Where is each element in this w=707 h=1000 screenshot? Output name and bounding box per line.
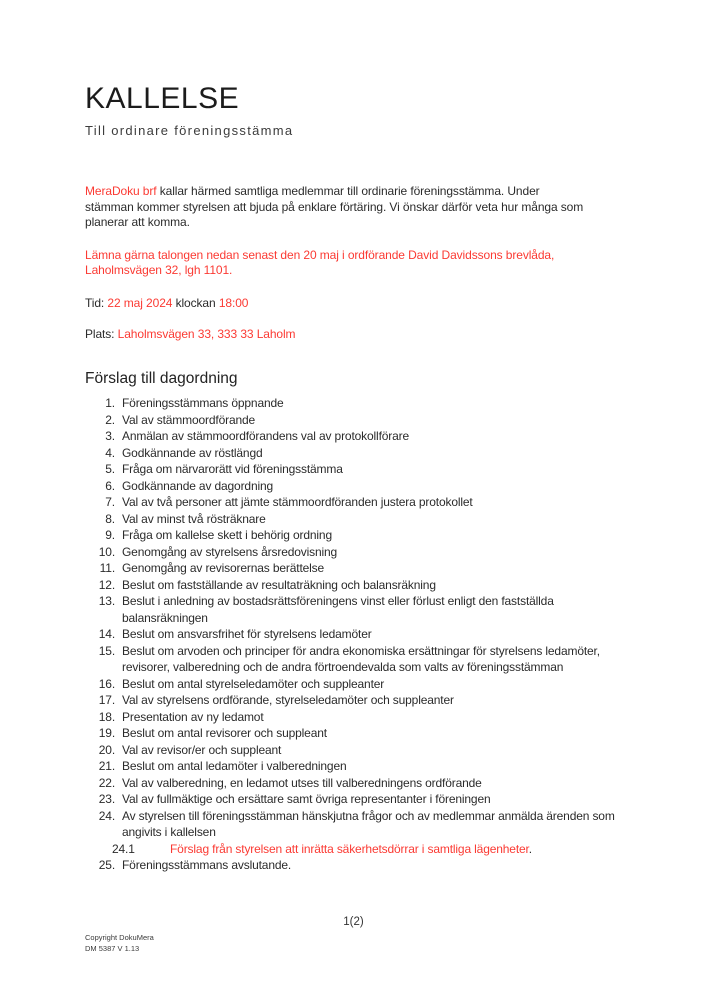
agenda-item [85, 643, 630, 676]
agenda-item [85, 395, 630, 412]
text-segment: Presentation av ny ledamot [122, 709, 264, 724]
agenda-item [85, 428, 630, 445]
place-line [85, 327, 633, 343]
agenda-item-text [122, 692, 630, 709]
agenda-item-number: 11. [99, 561, 115, 576]
agenda-item [85, 478, 630, 495]
text-segment: Anmälan av stämmoordförandens val av protokollförare [122, 429, 410, 444]
agenda-item-text [122, 725, 630, 742]
agenda-item-text [170, 841, 630, 858]
agenda-item-text [122, 709, 630, 726]
agenda-item-text [122, 577, 630, 594]
agenda-item-text [122, 428, 630, 445]
agenda-item-number: 9. [105, 528, 115, 543]
text-segment: Föreningsstämmans öppnande [122, 396, 284, 411]
agenda-item [85, 692, 630, 709]
text-segment: Av styrelsen till föreningsstämman hänskjutna frågor och av medlemmar anmälda ärenden som angivits i kallelsen [122, 808, 615, 840]
text-segment: klockan [172, 295, 219, 310]
highlighted-text: MeraDoku brf [85, 184, 157, 198]
text-segment: Val av stämmoordförande [122, 412, 256, 427]
text-segment: Genomgång av styrelsens årsredovisning [122, 544, 338, 559]
agenda-item [85, 626, 630, 643]
text-segment: Beslut om ansvarsfrihet för styrelsens ledamöter [122, 627, 372, 642]
agenda-item [85, 857, 630, 874]
agenda-item-text [122, 527, 630, 544]
text-segment: kallar härmed samtliga medlemmar till ordinarie föreningsstämma. Under [156, 184, 540, 198]
text-segment: Genomgång av revisorernas berättelse [122, 561, 325, 576]
agenda-item-text [122, 461, 630, 478]
agenda-item-text [122, 808, 630, 841]
agenda-item-number: 12. [98, 577, 115, 592]
agenda-item-text [122, 395, 630, 412]
page-title: KALLELSE [85, 82, 240, 115]
text-segment: Godkännande av röstlängd [122, 445, 263, 460]
agenda-item-number: 23. [98, 792, 115, 807]
agenda-item [85, 709, 630, 726]
text-segment: Fråga om kallelse skett i behörig ordning [122, 528, 332, 543]
agenda-item-number: 8. [105, 511, 115, 526]
agenda-subitem [85, 841, 630, 858]
agenda-item-number: 14. [98, 627, 115, 642]
highlighted-text: Laholmsvägen 32, lgh 1101. [85, 263, 233, 278]
agenda-item-number: 22. [98, 775, 115, 790]
intro-paragraph [85, 184, 633, 231]
text-segment: Fråga om närvarorätt vid föreningsstämma [122, 462, 343, 477]
agenda-item [85, 775, 630, 792]
text-segment: Val av valberedning, en ledamot utses till valberedningens ordförande [122, 775, 482, 790]
text-segment: Beslut om antal ledamöter i valberedningen [122, 759, 347, 774]
text-segment: Val av fullmäktige och ersättare samt övriga representanter i föreningen [122, 792, 491, 807]
text-segment: Plats: [85, 326, 118, 341]
text-segment: Godkännande av dagordning [122, 478, 274, 493]
agenda-item-number: 15. [98, 643, 115, 658]
agenda-item [85, 412, 630, 429]
agenda-item [85, 560, 630, 577]
agenda-item [85, 494, 630, 511]
copyright-block [85, 933, 154, 954]
agenda-item-text [122, 494, 630, 511]
agenda-item-text [122, 511, 630, 528]
agenda-item-number: 3. [105, 429, 115, 444]
agenda-item-number: 17. [98, 693, 115, 708]
text-segment: Beslut om fastställande av resultaträkning och balansräkning [122, 577, 436, 592]
text-segment: planerar att komma. [85, 215, 190, 230]
agenda-item-number: 19. [98, 726, 115, 741]
agenda-item [85, 676, 630, 693]
agenda-item-number: 21. [98, 759, 115, 774]
agenda-item-text [122, 593, 630, 626]
text-segment: Beslut om antal revisorer och suppleant [122, 726, 327, 741]
agenda-item-text [122, 412, 630, 429]
copyright-line1: Copyright DokuMera [85, 933, 154, 942]
agenda-list [85, 395, 630, 874]
text-segment: . [528, 841, 532, 856]
agenda-item [85, 758, 630, 775]
text-segment: Tid: [85, 295, 108, 310]
agenda-item-number: 5. [105, 462, 115, 477]
agenda-item [85, 445, 630, 462]
text-segment: Val av minst två rösträknare [122, 511, 266, 526]
agenda-item-number: 24.1 [112, 841, 135, 856]
page-number: 1(2) [343, 916, 364, 928]
agenda-item [85, 527, 630, 544]
agenda-item-number: 10. [98, 544, 115, 559]
agenda-item-text [122, 791, 630, 808]
agenda-item-number: 7. [105, 495, 115, 510]
page-subtitle: Till ordinare föreningsstämma [85, 123, 294, 138]
agenda-item-number: 16. [98, 676, 115, 691]
text-segment: Beslut om antal styrelseledamöter och suppleanter [122, 676, 385, 691]
agenda-item-number: 25. [98, 858, 115, 873]
text-segment: Val av revisor/er och suppleant [122, 742, 282, 757]
agenda-item-number: 20. [98, 742, 115, 757]
agenda-item-text [122, 560, 630, 577]
highlighted-text: Laholmsvägen 33, 333 33 Laholm [117, 326, 296, 341]
agenda-item-text [122, 742, 630, 759]
agenda-item-text [122, 857, 630, 874]
agenda-item [85, 511, 630, 528]
time-line [85, 296, 633, 312]
agenda-item [85, 544, 630, 561]
agenda-item-text [122, 626, 630, 643]
agenda-item-text [122, 544, 630, 561]
highlighted-text: 22 maj 2024 [107, 295, 173, 310]
agenda-item-number: 2. [105, 412, 115, 427]
agenda-item [85, 808, 630, 841]
agenda-item-number: 18. [98, 709, 115, 724]
text-segment: Val av styrelsens ordförande, styrelseledamöter och suppleanter [122, 693, 454, 708]
agenda-item [85, 461, 630, 478]
agenda-item-text [122, 445, 630, 462]
text-segment: Beslut i anledning av bostadsrättsföreningens vinst eller förlust enligt den fastställda balansräkningen [122, 594, 554, 625]
copyright-line2: DM 5387 V 1.13 [85, 943, 140, 953]
agenda-heading: Förslag till dagordning [85, 370, 238, 388]
text-segment: Beslut om arvoden och principer för andra ekonomiska ersättningar för styrelsens ledamöter, revisorer, valberedning och de andra förtroendevalda som valts av föreningsstämman [122, 643, 600, 675]
agenda-item-text [122, 643, 630, 676]
agenda-item-text [122, 758, 630, 775]
agenda-item-number: 6. [105, 478, 115, 493]
agenda-item [85, 791, 630, 808]
document-content [85, 84, 633, 874]
agenda-item [85, 742, 630, 759]
text-segment: Val av två personer att jämte stämmoordföranden justera protokollet [122, 495, 473, 510]
agenda-item [85, 725, 630, 742]
highlighted-text: 18:00 [218, 295, 249, 310]
notice-paragraph [85, 248, 633, 279]
agenda-item-text [122, 478, 630, 495]
agenda-item-number: 13. [98, 594, 115, 609]
text-segment: stämman kommer styrelsen att bjuda på enklare förtäring. Vi önskar därför veta hur många som [85, 199, 584, 214]
agenda-item-number: 1. [105, 396, 115, 411]
agenda-item [85, 577, 630, 594]
highlighted-text: Förslag från styrelsen att inrätta säkerhetsdörrar i samtliga lägenheter [170, 841, 529, 856]
agenda-item [85, 593, 630, 626]
agenda-item-text [122, 676, 630, 693]
agenda-item-text [122, 775, 630, 792]
agenda-item-number: 24. [98, 808, 115, 823]
agenda-item-number: 4. [105, 445, 115, 460]
text-segment: Föreningsstämmans avslutande. [122, 858, 292, 873]
highlighted-text: Lämna gärna talongen nedan senast den 20 maj i ordförande David Davidssons brevlåda, [85, 247, 555, 262]
